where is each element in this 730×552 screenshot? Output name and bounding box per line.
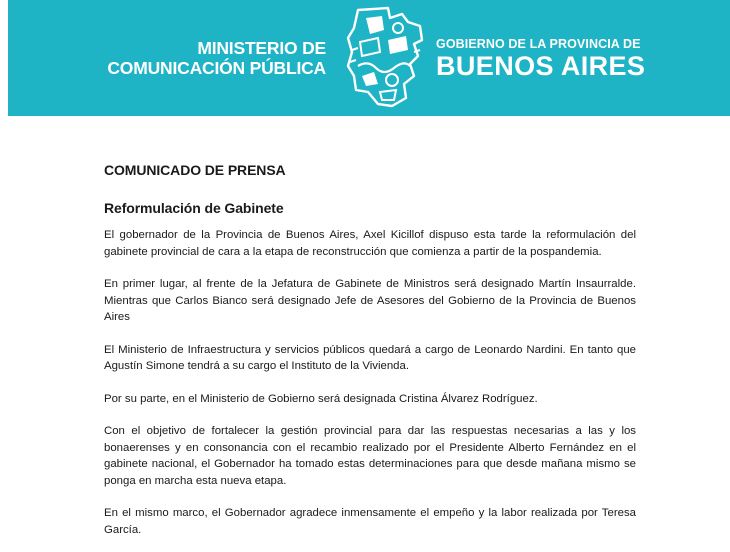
ministry-name-line2: COMUNICACIÓN PÚBLICA xyxy=(107,58,326,78)
paragraph-6: En el mismo marco, el Gobernador agradece inmensamente el empeño y la labor realizada por Teresa García. xyxy=(104,507,636,536)
ministry-name xyxy=(107,38,326,78)
letterhead-banner xyxy=(8,0,730,116)
press-release-body xyxy=(104,160,636,538)
paragraph-4: Por su parte, en el Ministerio de Gobierno será designada Cristina Álvarez Rodríguez. xyxy=(104,392,538,405)
paragraph-1: El gobernador de la Provincia de Buenos Aires, Axel Kicillof dispuso esta tarde la reformulación del gabinete provincial de cara a la etapa de reconstrucción que comienza a partir de la pospandemia. xyxy=(104,229,636,258)
paragraph-3: El Ministerio de Infraestructura y servicios públicos quedará a cargo de Leonardo Nardini. En tanto que Agustín Simone tendrá a su cargo el Instituto de la Vivienda. xyxy=(104,343,636,372)
paragraph-5: Con el objetivo de fortalecer la gestión provincial para dar las respuestas necesarias a las y los bonaerenses y en consonancia con el recambio realizado por el Presidente Alberto Fernández en el gabinete nacional, el Gobernador ha tomado estas determinaciones para que desde mañana mismo se ponga en marcha esta nueva etapa. xyxy=(104,425,636,487)
province-map-icon xyxy=(344,6,426,110)
government-name xyxy=(436,37,645,81)
document-title: COMUNICADO DE PRENSA xyxy=(104,162,286,178)
ministry-name-line1: MINISTERIO DE xyxy=(197,38,326,58)
government-name-line1: GOBIERNO DE LA PROVINCIA DE xyxy=(436,37,641,51)
document-subtitle: Reformulación de Gabinete xyxy=(104,200,284,216)
government-name-line2: BUENOS AIRES xyxy=(436,51,646,81)
paragraph-2: En primer lugar, al frente de la Jefatura de Gabinete de Ministros será designado Martín Insaurralde. Mientras que Carlos Bianco será designado Jefe de Asesores del Gobierno de la Provincia de Buenos Aires xyxy=(104,278,636,323)
